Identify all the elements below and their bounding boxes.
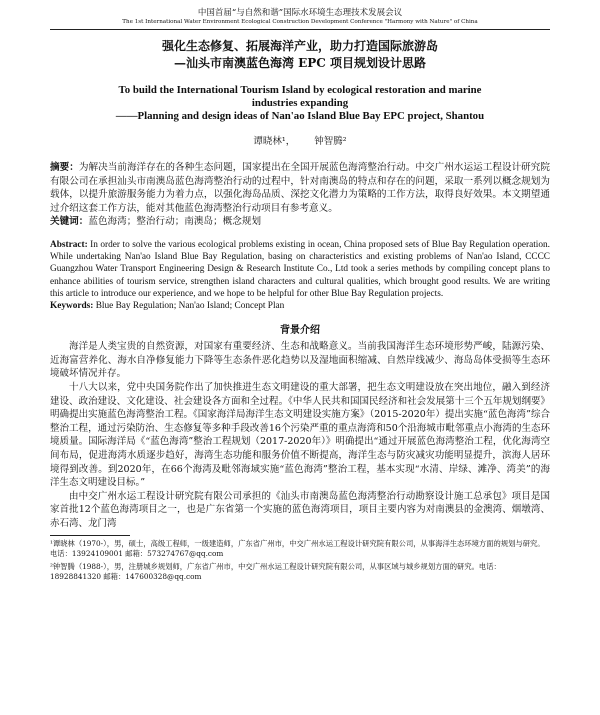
abstract-en [50, 239, 550, 300]
keywords-en-label: Keywords: [50, 300, 94, 311]
running-head-cn: 中国首届“与自然和谐”国际水环境生态理技术发展会议 [197, 8, 403, 18]
abstract-en-text: In order to solve the various ecological problems existing in ocean, China proposed sets of Blue Bay Regulation operation. While undertaking Nan'ao Island Blue Bay Regulation, basing on characteristics and existing problems of Nan'ao Island, CCCC Guangzhou Water Transport Engineering Design & Research Institute Co., Ltd took a series methods by compiling concept plans to enhance abilities of tourism service, strengthen island characters and cultural qualities, which brought good results. We are writing this article to introduce our experience, and we hope to be helpful for other Blue Bay Regulation projects. [50, 239, 550, 299]
authors [50, 133, 550, 147]
footnote-rule [50, 535, 130, 536]
body-paragraph-3: 由中交广州水运工程设计研究院有限公司承担的《汕头市南澳岛蓝色海湾整治行动勘察设计施工总承包》项目是国家首批12个蓝色海湾项目之一，也是广东省第一个实施的蓝色海湾项目，项目主要内容为对南澳县的金澳湾、烟墩湾、赤石湾、龙门湾 [50, 490, 550, 529]
author-2: 钟智腾² [314, 136, 347, 147]
body-paragraph-2: 十八大以来，党中央国务院作出了加快推进生态文明建设的重大部署，把生态文明建设放在突出地位，融入到经济建设、政治建设、文化建设、社会建设各方面和全过程。《中华人民共和国国民经济和社会发展第十三个五年规划纲要》明确提出实施蓝色海湾整治工程。《国家海洋局海洋生态文明建设实施方案》（2015-2020年）提出实施“蓝色海湾”综合整治工程，通过污染防治、生态修复等多种手段改善16个污染严重的重点海湾和50个沿海城市毗邻重点小海湾的生态环境质量。国际海洋局《“蓝色海湾”整治工程规划（2017-2020年）》明确提出“通过开展蓝色海湾整治工程，优化海湾空间布局，促进海湾水质逐步趋好，海湾生态功能和服务价值不断提高，海洋生态与防灾减灾功能明显提升，滨海人居环境得到改善。到2020年，在66个海湾及毗邻海域实施“蓝色海湾”整治工程，基本实现“水清、岸绿、滩净、湾美”的海洋生态文明建设目标。” [50, 381, 550, 489]
title-en-line2: industries expanding [251, 97, 349, 109]
title-en-line1: To build the International Tourism Island by ecological restoration and marine [118, 84, 482, 96]
title-en-line3: ——Planning and design ideas of Nan'ao Island Blue Bay EPC project, Shantou [115, 110, 485, 122]
section-title: 背景介绍 [280, 325, 320, 337]
abstract-en-label: Abstract: [50, 239, 88, 250]
header-rule [50, 29, 550, 30]
footnote-2: ²钟智腾（1988-），男，注册城乡规划师，广东省广州市，中交广州水运工程设计研究院有限公司，从事区域与城乡规划方面的研究。电话：18928841320 邮箱：147600328@qq.com [50, 561, 501, 581]
title-cn-line2: —汕头市南澳蓝色海湾 EPC 项目规划设计思路 [173, 56, 427, 70]
abstract-cn [50, 161, 550, 215]
title-cn [50, 38, 550, 72]
title-cn-line1: 强化生态修复、拓展海洋产业，助力打造国际旅游岛 [161, 39, 438, 53]
running-head-en: The 1st International Water Environment Ecological Construction Development Conference "Harmony with Nature" of China [122, 19, 478, 25]
keywords-cn-text: 蓝色海湾；整治行动；南澳岛；概念规划 [88, 216, 262, 228]
footnote-1: ¹谭晓林（1970-），男，硕士，高级工程师，一级建造师，广东省广州市，中交广州水运工程设计研究院有限公司，从事海洋生态环境方面的规划与研究。电话：13924109001 邮箱：573274767@qq.com [50, 538, 545, 558]
keywords-cn [50, 215, 550, 229]
author-1: 谭晓林¹， [253, 136, 296, 147]
abstract-cn-label: 摘要： [50, 162, 79, 173]
keywords-en-text: Blue Bay Regulation; Nan'ao Island; Concept Plan [93, 300, 285, 311]
running-head [50, 8, 550, 26]
body-paragraph-1: 海洋是人类宝贵的自然资源，对国家有重要经济、生态和战略意义。当前我国海洋生态环境形势严峻，陆源污染、近海富营养化、海水自净修复能力下降等生态条件恶化趋势以及湿地面积缩减、自然岸线减少、海岛岛体受损等生态环境破坏情况并存。 [50, 341, 550, 380]
abstract-cn-text: 为解决当前海洋存在的各种生态问题，国家提出在全国开展蓝色海湾整治行动。中交广州水运运工程设计研究院有限公司在承担汕头市南澳岛蓝色海湾整治行动的过程中，针对南澳岛的特点和存在的问题，采取一系列以概念规划为载体，以提升旅游服务能力为着力点，以强化海岛品质、深挖文化潜力为策略的工作方法，取得良好效果。本文期望通过介绍这套工作方法，能对其他蓝色海湾整治行动项目有参考意义。 [50, 162, 551, 214]
title-en [50, 84, 550, 123]
keywords-en [50, 300, 550, 312]
keywords-cn-label: 关键词： [50, 216, 89, 228]
